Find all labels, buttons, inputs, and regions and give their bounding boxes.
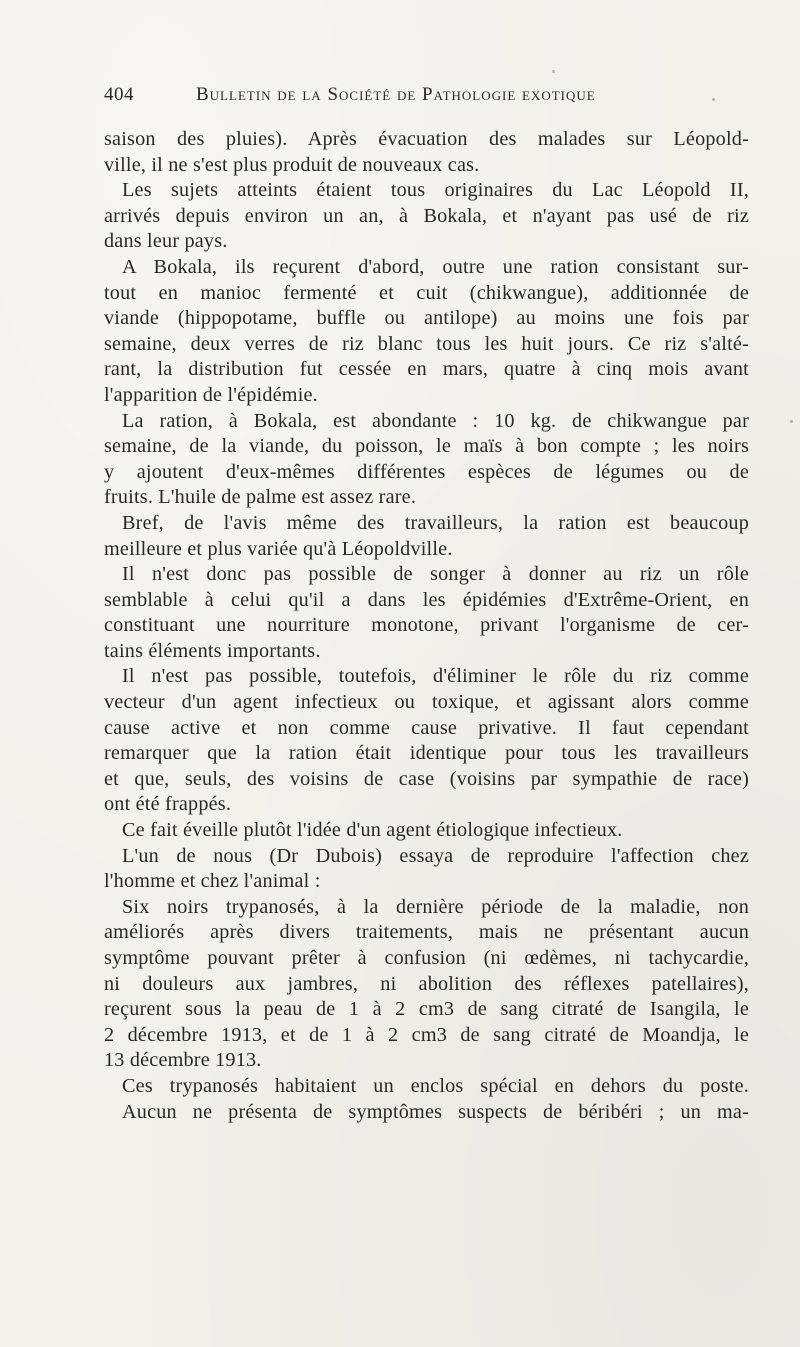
text-line: viande (hippopotame, buffle ou antilope) au moins une fois par [104,307,749,330]
text-line: reçurent sous la peau de 1 à 2 cm3 de sang citraté de Isangila, le [104,998,749,1021]
text-line: semblable à celui qu'il a dans les épidémies d'Extrême-Orient, en [104,588,749,611]
text-line: tains éléments importants. [104,639,321,662]
text-line: Bref, de l'avis même des travailleurs, la ration est beaucoup [122,511,749,534]
text-line: La ration, à Bokala, est abondante : 10 kg. de chikwangue par [122,409,749,432]
text-line: symptôme pouvant prêter à confusion (ni œdèmes, ni tachycardie, [104,947,749,969]
text-line: arrivés depuis environ un an, à Bokala, et n'ayant pas usé de riz [104,204,749,227]
body-text [104,127,749,1125]
text-line: Aucun ne présenta de symptômes suspects de béribéri ; un ma- [122,1100,749,1123]
text-line: rant, la distribution fut cessée en mars, quatre à cinq mois avant [104,358,749,381]
text-line: semaine, de la viande, du poisson, le maïs à bon compte ; les noirs [104,435,749,458]
text-line: Il n'est donc pas possible de songer à donner au riz un rôle [122,563,749,586]
page-header [104,84,754,112]
text-line: Six noirs trypanosés, à la dernière période de la maladie, non [122,895,749,918]
text-line: constituant une nourriture monotone, privant l'organisme de cer- [104,614,749,637]
text-line: remarquer que la ration était identique pour tous les travailleurs [104,742,749,765]
text-line: 13 décembre 1913. [104,1049,262,1072]
text-line: tout en manioc fermenté et cuit (chikwangue), additionnée de [104,281,749,304]
text-line: meilleure et plus variée qu'à Léopoldville. [104,537,453,560]
text-line: fruits. L'huile de palme est assez rare. [104,486,417,509]
text-line: vecteur d'un agent infectieux ou toxique, et agissant alors comme [104,691,749,714]
text-line: L'un de nous (Dr Dubois) essaya de reproduire l'affection chez [122,844,749,867]
text-line: ni douleurs aux jambres, ni abolition des réflexes patellaires), [104,972,749,995]
text-line: l'apparition de l'épidémie. [104,383,318,406]
text-line: saison des pluies). Après évacuation des malades sur Léopold- [104,128,749,150]
text-line: Les sujets atteints étaient tous originaires du Lac Léopold II, [122,179,749,202]
text-line: ont été frappés. [104,793,232,816]
running-title: Bulletin de la Société de Pathologie exotique [196,84,596,105]
text-line: semaine, deux verres de riz blanc tous les huit jours. Ce riz s'alté- [104,332,749,355]
text-line: cause active et non comme cause privative. Il faut cependant [104,716,749,739]
text-line: et que, seuls, des voisins de case (voisins par sympathie de race) [104,767,749,790]
paper-speck [552,70,555,73]
text-line: ville, il ne s'est plus produit de nouveaux cas. [104,153,480,176]
text-line: Ces trypanosés habitaient un enclos spécial en dehors du poste. [122,1074,749,1097]
text-line: Ce fait éveille plutôt l'idée d'un agent étiologique infectieux. [122,819,623,842]
text-line: y ajoutent d'eux-mêmes différentes espèces de légumes ou de [104,460,749,483]
text-line: améliorés après divers traitements, mais ne présentant aucun [104,921,749,944]
text-line: A Bokala, ils reçurent d'abord, outre une ration consistant sur- [122,255,749,278]
paper-speck [790,420,793,423]
text-line: l'homme et chez l'animal : [104,870,321,893]
text-line: dans leur pays. [104,230,228,253]
page-number: 404 [104,84,134,105]
text-line: 2 décembre 1913, et de 1 à 2 cm3 de sang citraté de Moandja, le [104,1023,749,1046]
text-line: Il n'est pas possible, toutefois, d'éliminer le rôle du riz comme [122,665,749,688]
